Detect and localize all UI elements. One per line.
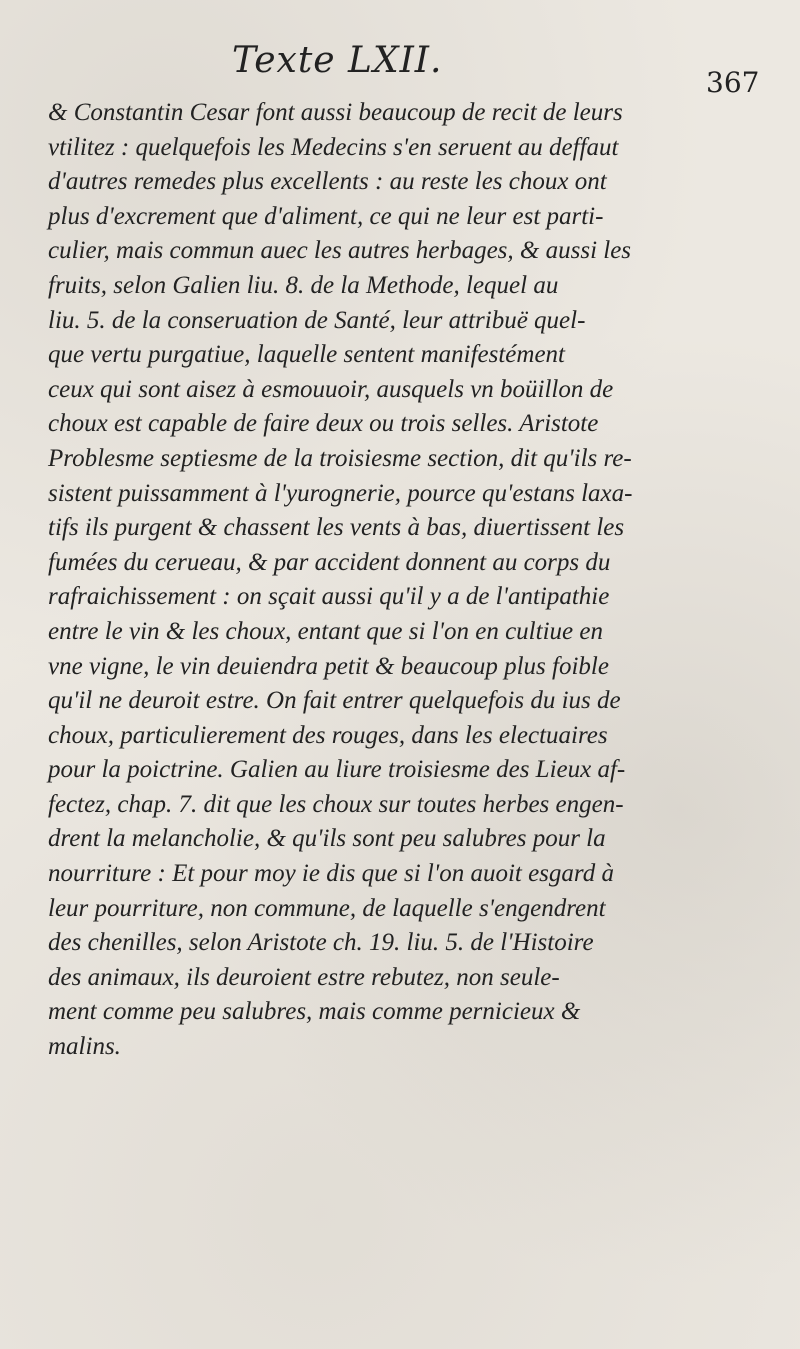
text-line: liu. 5. de la conseruation de Santé, leur attribuë quel- (48, 306, 586, 334)
text-line: des animaux, ils deuroient estre rebutez, non seule- (48, 963, 560, 991)
text-line: que vertu purgatiue, laquelle sentent manifestément (48, 341, 566, 369)
text-line: sistent puissamment à l'yurognerie, pource qu'estans laxa- (48, 479, 633, 507)
text-line: culier, mais commun auec les autres herbages, & aussi les (48, 237, 632, 265)
text-line: rafraichissement : on sçait aussi qu'il y a de l'antipathie (48, 583, 610, 611)
text-line: pour la poictrine. Galien au liure troisiesme des Lieux af- (48, 756, 626, 784)
text-line: tifs ils purgent & chassent les vents à bas, diuertissent les (48, 514, 625, 542)
text-line: fectez, chap. 7. dit que les choux sur toutes herbes engen- (48, 790, 624, 818)
text-line: d'autres remedes plus excellents : au reste les choux ont (48, 168, 607, 196)
text-line: nourriture : Et pour moy ie dis que si l'on auoit esgard à (48, 860, 614, 888)
text-line: choux est capable de faire deux ou trois selles. Aristote (48, 410, 599, 438)
text-line: malins. (48, 1033, 121, 1061)
page-title: Texte LXII. (232, 40, 443, 81)
text-line: entre le vin & les choux, entant que si l'on en cultiue en (48, 617, 603, 645)
text-line: fumées du cerueau, & par accident donnent au corps du (48, 548, 611, 576)
text-line: drent la melancholie, & qu'ils sont peu salubres pour la (48, 825, 606, 853)
body-text (48, 96, 788, 1065)
text-line: leur pourriture, non commune, de laquelle s'engendrent (48, 894, 606, 922)
text-line: Problesme septiesme de la troisiesme section, dit qu'ils re- (48, 444, 632, 472)
text-line: plus d'excrement que d'aliment, ce qui ne leur est parti- (48, 202, 604, 230)
text-line: fruits, selon Galien liu. 8. de la Methode, lequel au (48, 271, 559, 299)
text-line: ment comme peu salubres, mais comme pernicieux & (48, 998, 581, 1026)
page-number: 367 (706, 66, 760, 99)
text-line: ceux qui sont aisez à esmouuoir, ausquels vn boüillon de (48, 375, 614, 403)
text-line: vtilitez : quelquefois les Medecins s'en seruent au deffaut (48, 133, 619, 161)
text-line: choux, particulierement des rouges, dans les electuaires (48, 721, 608, 749)
text-line: vne vigne, le vin deuiendra petit & beaucoup plus foible (48, 652, 609, 680)
text-line: des chenilles, selon Aristote ch. 19. liu. 5. de l'Histoire (48, 929, 594, 957)
running-head (0, 40, 800, 99)
text-line: & Constantin Cesar font aussi beaucoup de recit de leurs (48, 99, 623, 126)
text-line: qu'il ne deuroit estre. On fait entrer quelquefois du ius de (48, 687, 621, 715)
